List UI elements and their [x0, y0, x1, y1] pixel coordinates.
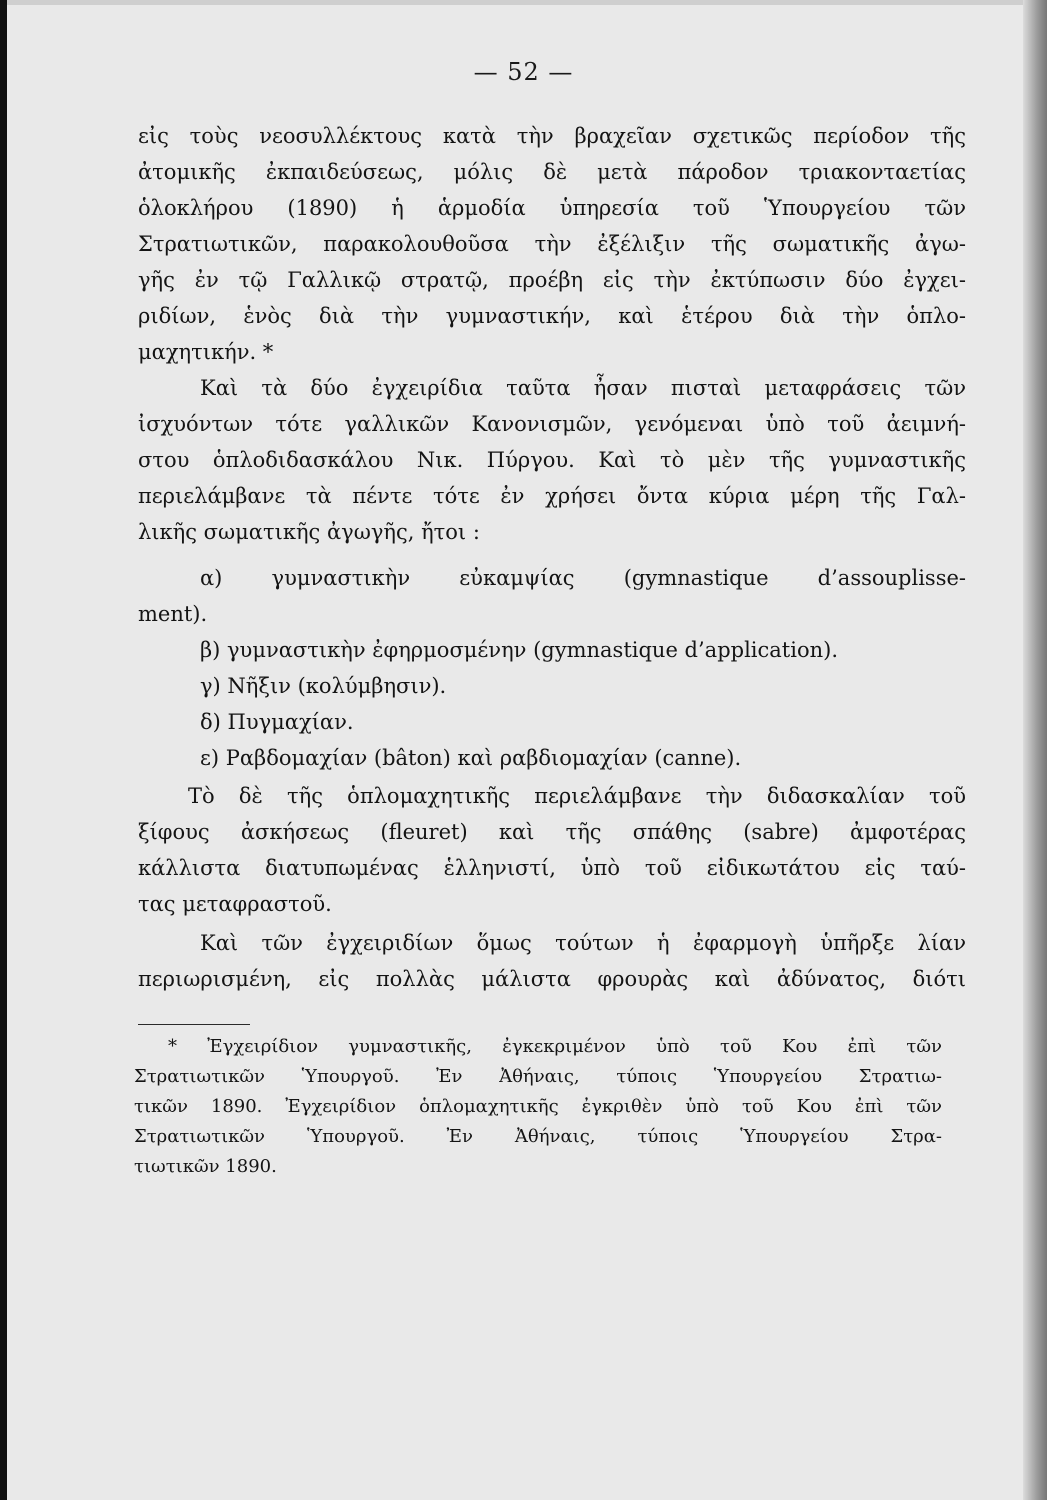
- list-item: δ) Πυγμαχίαν.: [200, 710, 354, 734]
- paragraph-1: [138, 118, 966, 370]
- text-line: ἰσχυόντων τότε γαλλικῶν Κανονισμῶν, γενόμεναι ὑπὸ τοῦ ἀειμνή-: [138, 412, 966, 436]
- paragraph-2: [138, 370, 966, 550]
- text-line: τας μεταφραστοῦ.: [138, 892, 332, 916]
- text-line: λικῆς σωματικῆς ἀγωγῆς, ἤτοι :: [138, 520, 480, 544]
- footnote-line: Στρατιωτικῶν Ὑπουργοῦ. Ἐν Ἀθήναις, τύποις Ὑπουργείου Στρατιω-: [134, 1066, 942, 1087]
- list-section: [138, 560, 966, 776]
- text-line: μαχητικήν. *: [138, 340, 274, 364]
- text-line: ἀτομικῆς ἐκπαιδεύσεως, μόλις δὲ μετὰ πάροδον τριακονταετίας: [138, 160, 966, 184]
- text-line: γῆς ἐν τῷ Γαλλικῷ στρατῷ, προέβη εἰς τὴν ἐκτύπωσιν δύο ἐγχει-: [138, 268, 966, 292]
- text-line: ὁλοκλήρου (1890) ἡ ἁρμοδία ὑπηρεσία τοῦ Ὑπουργείου τῶν: [138, 196, 966, 220]
- footnote-line: τιωτικῶν 1890.: [134, 1156, 277, 1177]
- page-right-edge: [1023, 0, 1047, 1500]
- paragraph-4: [138, 925, 966, 997]
- footnote-divider: [138, 1024, 250, 1025]
- page-top-edge: [0, 0, 1047, 5]
- binding-edge: [0, 0, 7, 1500]
- text-line: Τὸ δὲ τῆς ὁπλομαχητικῆς περιελάμβανε τὴν διδασκαλίαν τοῦ: [188, 784, 966, 808]
- text-line: περιωρισμένη, εἰς πολλὰς μάλιστα φρουρὰς καὶ ἀδύνατος, διότι: [138, 967, 966, 991]
- text-line: ξίφους ἀσκήσεως (fleuret) καὶ τῆς σπάθης (sabre) ἀμφοτέρας: [138, 820, 966, 844]
- list-item: ε) Ραβδομαχίαν (bâton) καὶ ραβδιομαχίαν (canne).: [200, 746, 742, 770]
- footnote-line: Στρατιωτικῶν Ὑπουργοῦ. Ἐν Ἀθήναις, τύποις Ὑπουργείου Στρα-: [134, 1126, 942, 1147]
- page-number: — 52 —: [473, 58, 574, 86]
- footnote-line: τικῶν 1890. Ἐγχειρίδιον ὁπλομαχητικῆς ἐγκριθὲν ὑπὸ τοῦ Κου ἐπὶ τῶν: [134, 1096, 942, 1117]
- text-line: Καὶ τὰ δύο ἐγχειρίδια ταῦτα ἦσαν πισταὶ μεταφράσεις τῶν: [200, 376, 966, 400]
- list-item: γ) Νῆξιν (κολύμβησιν).: [200, 674, 447, 698]
- text-line: Στρατιωτικῶν, παρακολουθοῦσα τὴν ἐξέλιξιν τῆς σωματικῆς ἀγω-: [138, 232, 966, 256]
- footnote: [134, 1032, 942, 1182]
- text-line: ριδίων, ἑνὸς διὰ τὴν γυμναστικήν, καὶ ἑτέρου διὰ τὴν ὁπλο-: [138, 304, 966, 328]
- list-item-continuation: ment).: [138, 602, 208, 626]
- text-line: κάλλιστα διατυπωμένας ἑλληνιστί, ὑπὸ τοῦ εἰδικωτάτου εἰς ταύ-: [138, 856, 966, 880]
- list-item: β) γυμναστικὴν ἐφηρμοσμένην (gymnastique d’application).: [200, 638, 838, 662]
- paragraph-3: [138, 778, 966, 922]
- footnote-line: * Ἐγχειρίδιον γυμναστικῆς, ἐγκεκριμένον ὑπὸ τοῦ Κου ἐπὶ τῶν: [168, 1036, 942, 1057]
- list-item: α) γυμναστικὴν εὐκαμψίας (gymnastique d’assouplisse-: [200, 566, 966, 590]
- text-line: εἰς τοὺς νεοσυλλέκτους κατὰ τὴν βραχεῖαν σχετικῶς περίοδον τῆς: [138, 124, 966, 148]
- text-line: στου ὁπλοδιδασκάλου Νικ. Πύργου. Καὶ τὸ μὲν τῆς γυμναστικῆς: [138, 448, 966, 472]
- text-line: Καὶ τῶν ἐγχειριδίων ὅμως τούτων ἡ ἐφαρμογὴ ὑπῆρξε λίαν: [200, 931, 966, 955]
- text-line: περιελάμβανε τὰ πέντε τότε ἐν χρήσει ὄντα κύρια μέρη τῆς Γαλ-: [138, 484, 966, 508]
